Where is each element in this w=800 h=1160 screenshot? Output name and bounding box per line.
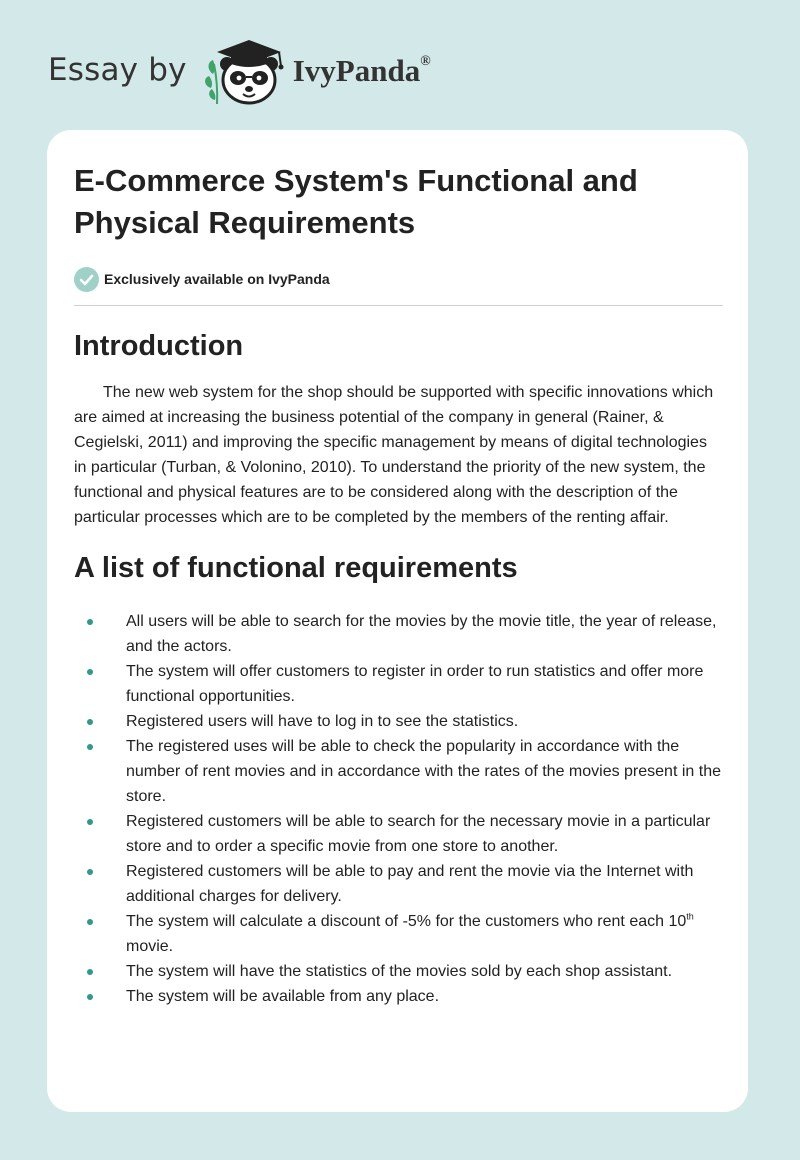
bullet-icon	[87, 744, 93, 750]
exclusive-badge-text: Exclusively available on IvyPanda	[104, 271, 330, 287]
list-item: Registered users will have to log in to see the statistics.	[74, 709, 723, 734]
bullet-icon	[87, 619, 93, 625]
bullet-icon	[87, 819, 93, 825]
list-item: Registered customers will be able to pay and rent the movie via the Internet with additional charges for delivery.	[74, 859, 723, 909]
brand-name[interactable]: IvyPanda®	[292, 52, 431, 88]
list-item: The system will be available from any place.	[74, 984, 723, 1009]
list-item: The system will calculate a discount of -5% for the customers who rent each 10th movie.	[74, 909, 723, 959]
bullet-icon	[87, 869, 93, 875]
introduction-paragraph: The new web system for the shop should be supported with specific innovations which are aimed at increasing the business potential of the company in general (Rainer, & Cegielski, 2011) and improving the specific management by means of digital technologies in particular (Turban, & Volonino, 2010). To understand the priority of the new system, the functional and physical features are to be considered along with the description of the particular processes which are to be completed by the members of the renting affair.	[74, 384, 714, 526]
check-circle-icon	[74, 267, 99, 292]
article-title: E-Commerce System's Functional and Physical Requirements	[74, 163, 638, 240]
section-heading-functional-requirements: A list of functional requirements	[74, 552, 518, 584]
brand-header	[48, 34, 431, 106]
bullet-icon	[87, 919, 93, 925]
requirements-list	[74, 609, 723, 1009]
panda-graduation-cap-icon[interactable]	[201, 34, 289, 106]
registered-mark: ®	[420, 54, 431, 70]
list-item: The system will have the statistics of the movies sold by each shop assistant.	[74, 959, 723, 984]
bullet-icon	[87, 969, 93, 975]
bullet-icon	[87, 669, 93, 675]
divider	[74, 305, 723, 306]
list-item: Registered customers will be able to search for the necessary movie in a particular store and to order a specific movie from one store to another.	[74, 809, 723, 859]
bullet-icon	[87, 994, 93, 1000]
list-item: The system will offer customers to register in order to run statistics and offer more functional opportunities.	[74, 659, 723, 709]
exclusive-badge	[74, 266, 723, 292]
section-heading-introduction: Introduction	[74, 330, 244, 362]
brand-prefix: Essay by	[48, 51, 187, 88]
list-item: All users will be able to search for the movies by the movie title, the year of release, and the actors.	[74, 609, 723, 659]
list-item: The registered uses will be able to check the popularity in accordance with the number of rent movies and in accordance with the rates of the movies present in the store.	[74, 734, 723, 809]
bullet-icon	[87, 719, 93, 725]
article-card	[47, 130, 748, 1112]
